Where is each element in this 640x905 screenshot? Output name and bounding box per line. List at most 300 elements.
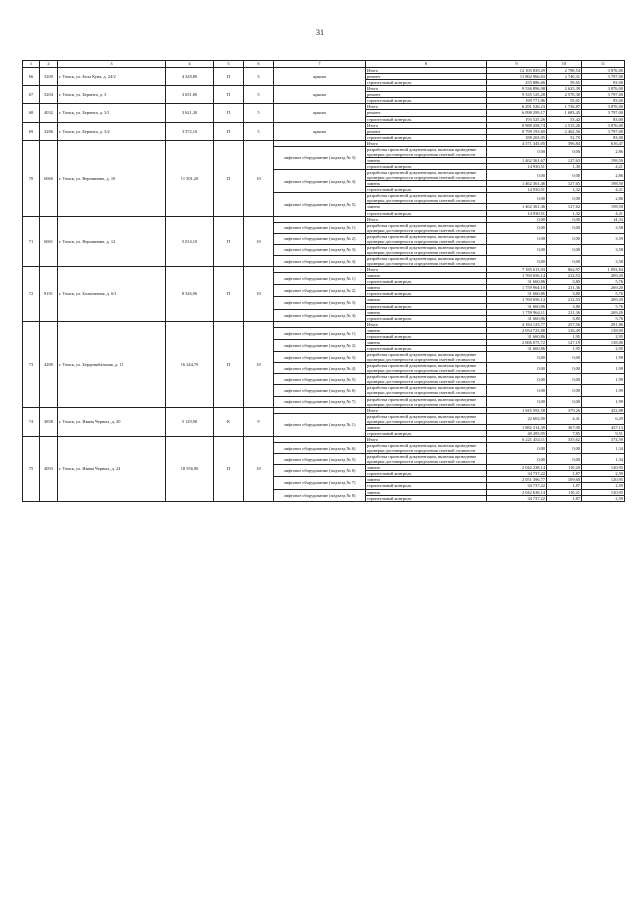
cost-per-m2: 1,32 bbox=[547, 210, 582, 216]
wall-type: П bbox=[214, 104, 244, 122]
cost-per-m2: 2 798,54 bbox=[547, 68, 582, 74]
cost-total: 188 265,05 bbox=[487, 134, 547, 140]
cost-limit: 138,00 bbox=[582, 339, 625, 345]
cost-total: 0,00 bbox=[487, 170, 547, 181]
floors: 5 bbox=[244, 68, 274, 86]
work-element: лифтовое оборудование (подъезд № 3) bbox=[274, 352, 366, 363]
cost-item: замена bbox=[366, 489, 487, 495]
cost-limit: 3,58 bbox=[582, 256, 625, 267]
wall-type: П bbox=[214, 122, 244, 140]
wall-type: П bbox=[214, 86, 244, 104]
row-number: 67 bbox=[23, 86, 40, 104]
cost-item: Итого bbox=[366, 407, 487, 413]
cost-total: 11 862 966,63 bbox=[487, 74, 547, 80]
cost-total: 31 660,86 bbox=[487, 345, 547, 351]
cost-total: 1 462 361,67 bbox=[487, 157, 547, 163]
cost-limit: 3 797,00 bbox=[582, 128, 625, 134]
cost-per-m2: 4,41 bbox=[547, 413, 582, 424]
house-address: г. Томск, ул. Больничная, д. 6/1 bbox=[58, 267, 166, 322]
cost-total: 1 769 656,14 bbox=[487, 273, 547, 279]
cost-item: разработка проектной документации, включая проведение проверки достоверности определения сметной стоимости bbox=[366, 396, 487, 407]
house-id: 3286 bbox=[40, 122, 58, 140]
cost-per-m2: 59,65 bbox=[547, 80, 582, 86]
cost-total: 1 759 964,10 bbox=[487, 285, 547, 291]
cost-per-m2: 2 625,39 bbox=[547, 86, 582, 92]
house-area: 16 244,79 bbox=[166, 321, 214, 407]
work-type: крыша bbox=[274, 86, 366, 104]
house-area: 5 014,10 bbox=[166, 216, 214, 267]
cost-total: 34 737,22 bbox=[487, 495, 547, 501]
cost-total: 0,00 bbox=[487, 222, 547, 233]
cost-item: Итого bbox=[366, 436, 487, 442]
cost-item: строительный контроль bbox=[366, 164, 487, 170]
cost-per-m2: 212,53 bbox=[547, 297, 582, 303]
cost-limit: 2,86 bbox=[582, 193, 625, 204]
cost-limit: 83,00 bbox=[582, 116, 625, 122]
cost-per-m2: 127,62 bbox=[547, 204, 582, 210]
cost-total: 1 462 361,46 bbox=[487, 204, 547, 210]
cost-total: 7 185 613,93 bbox=[487, 267, 547, 273]
work-element: лифтовое оборудование (подъезд № 6) bbox=[274, 465, 366, 477]
cost-per-m2: 1 683,45 bbox=[547, 110, 582, 116]
cost-total: 1 882 314,39 bbox=[487, 424, 547, 430]
cost-limit: 3 876,00 bbox=[582, 122, 625, 128]
cost-item: Итого bbox=[366, 140, 487, 146]
cost-per-m2: 211,36 bbox=[547, 309, 582, 315]
cost-item: замена bbox=[366, 327, 487, 333]
wall-type: П bbox=[214, 436, 244, 501]
floors: 5 bbox=[244, 122, 274, 140]
cost-limit: 198,50 bbox=[582, 204, 625, 210]
cost-per-m2: 367,00 bbox=[547, 424, 582, 430]
cost-per-m2: 0,00 bbox=[547, 146, 582, 157]
cost-item: Итого bbox=[366, 216, 487, 222]
table-body bbox=[23, 61, 625, 502]
cost-per-m2: 2 570,38 bbox=[547, 92, 582, 98]
cost-per-m2: 862,97 bbox=[547, 267, 582, 273]
cost-total: 14 930,51 bbox=[487, 164, 547, 170]
table-row bbox=[23, 122, 625, 128]
col-header: 9 bbox=[487, 61, 547, 68]
cost-item: ремонт bbox=[366, 92, 487, 98]
cost-item: строительный контроль bbox=[366, 471, 487, 477]
house-area: 3 572,10 bbox=[166, 122, 214, 140]
cost-item: строительный контроль bbox=[366, 187, 487, 193]
cost-item: строительный контроль bbox=[366, 80, 487, 86]
cost-limit: 3 797,00 bbox=[582, 92, 625, 98]
cost-total: 8 799 193,69 bbox=[487, 128, 547, 134]
cost-item: строительный контроль bbox=[366, 98, 487, 104]
row-number: 75 bbox=[23, 436, 40, 501]
house-id: 8191 bbox=[40, 267, 58, 322]
cost-limit: 452,88 bbox=[582, 407, 625, 413]
work-element: лифтовое оборудование (подъезд № 4) bbox=[274, 309, 366, 321]
cost-per-m2: 127,19 bbox=[547, 339, 582, 345]
cost-item: замена bbox=[366, 273, 487, 279]
capital-repair-table bbox=[22, 60, 625, 502]
cost-per-m2: 1,87 bbox=[547, 483, 582, 489]
cost-per-m2: 1,87 bbox=[547, 471, 582, 477]
cost-total: 0,00 bbox=[487, 352, 547, 363]
wall-type: П bbox=[214, 68, 244, 86]
cost-item: строительный контроль bbox=[366, 345, 487, 351]
cost-limit: 2,59 bbox=[582, 495, 625, 501]
cost-limit: 5,76 bbox=[582, 315, 625, 321]
cost-limit: 3 876,00 bbox=[582, 86, 625, 92]
cost-per-m2: 0,00 bbox=[547, 352, 582, 363]
work-element: лифтовое оборудование (подъезд № 1) bbox=[274, 327, 366, 339]
house-address: г. Томск, ул. Ивана Черных, д. 24 bbox=[58, 436, 166, 501]
cost-per-m2: 109,60 bbox=[547, 477, 582, 483]
cost-total: 14 930,51 bbox=[487, 187, 547, 193]
cost-total: 0,00 bbox=[487, 146, 547, 157]
work-element: лифтовое оборудование (подъезд № 4) bbox=[274, 256, 366, 267]
cost-per-m2: 3,80 bbox=[547, 315, 582, 321]
house-address: г. Томск, ул. Вершинина, д. 12 bbox=[58, 216, 166, 267]
page-number: 31 bbox=[316, 28, 324, 37]
cost-per-m2: 3,80 bbox=[547, 291, 582, 297]
cost-limit: 269,20 bbox=[582, 309, 625, 315]
cost-limit: 3 797,00 bbox=[582, 74, 625, 80]
cost-total: 22 602,00 bbox=[487, 413, 547, 424]
cost-per-m2: 1,95 bbox=[547, 345, 582, 351]
cost-item: Итого bbox=[366, 122, 487, 128]
cost-limit: 269,20 bbox=[582, 273, 625, 279]
cost-limit: 3 876,00 bbox=[582, 104, 625, 110]
cost-item: разработка проектной документации, включая проведение проверки достоверности определения сметной стоимости bbox=[366, 170, 487, 181]
work-element: лифтовое оборудование (подъезд № 1) bbox=[274, 273, 366, 285]
work-type: крыша bbox=[274, 68, 366, 86]
cost-item: строительный контроль bbox=[366, 430, 487, 436]
cost-per-m2: 0,00 bbox=[547, 216, 582, 222]
cost-item: строительный контроль bbox=[366, 116, 487, 122]
cost-limit: 2,59 bbox=[582, 483, 625, 489]
cost-per-m2: 0,00 bbox=[547, 256, 582, 267]
house-id: 4032 bbox=[40, 104, 58, 122]
work-element: лифтовое оборудование (подъезд № 6) bbox=[274, 443, 366, 454]
house-id: 4280 bbox=[40, 321, 58, 407]
floors: 10 bbox=[244, 140, 274, 216]
cost-per-m2: 1,32 bbox=[547, 187, 582, 193]
cost-limit: 4,21 bbox=[582, 210, 625, 216]
cost-per-m2: 1,95 bbox=[547, 333, 582, 339]
cost-limit: 2,95 bbox=[582, 333, 625, 339]
cost-item: Итого bbox=[366, 68, 487, 74]
cost-per-m2: 2 515,26 bbox=[547, 122, 582, 128]
cost-total: 0,00 bbox=[487, 193, 547, 204]
cost-total: 9 536 896,98 bbox=[487, 86, 547, 92]
cost-per-m2: 7,85 bbox=[547, 430, 582, 436]
cost-per-m2: 3,80 bbox=[547, 279, 582, 285]
house-area: 4 328,80 bbox=[166, 68, 214, 86]
house-address: г. Томск, ул. Беринга, д. 3/2 bbox=[58, 122, 166, 140]
cost-per-m2: 2 462,56 bbox=[547, 128, 582, 134]
cost-limit: 1,99 bbox=[582, 396, 625, 407]
cost-per-m2: 1,87 bbox=[547, 495, 582, 501]
cost-total: 0,00 bbox=[487, 256, 547, 267]
house-area: 8 326,96 bbox=[166, 267, 214, 322]
work-element: лифтовое оборудование (подъезд № 1) bbox=[274, 222, 366, 233]
cost-limit: 4,21 bbox=[582, 187, 625, 193]
cost-limit: 2,86 bbox=[582, 146, 625, 157]
house-address: г. Томск, ул. Вершинина, д. 10 bbox=[58, 140, 166, 216]
row-number: 66 bbox=[23, 68, 40, 86]
cost-per-m2: 2 740,31 bbox=[547, 74, 582, 80]
cost-limit: 1,34 bbox=[582, 443, 625, 454]
work-element: лифтовое оборудование (подъезд № 7) bbox=[274, 396, 366, 407]
cost-item: разработка проектной документации, включая проведение проверки достоверности определения сметной стоимости bbox=[366, 244, 487, 255]
house-id: 4858 bbox=[40, 407, 58, 436]
cost-item: ремонт bbox=[366, 128, 487, 134]
cost-limit: 3 876,00 bbox=[582, 68, 625, 74]
cost-per-m2: 110,21 bbox=[547, 489, 582, 495]
floors: 10 bbox=[244, 216, 274, 267]
floors: 9 bbox=[244, 407, 274, 436]
cost-item: замена bbox=[366, 297, 487, 303]
cost-item: замена bbox=[366, 465, 487, 471]
cost-per-m2: 0,00 bbox=[547, 443, 582, 454]
table-row bbox=[23, 68, 625, 74]
col-header: 5 bbox=[214, 61, 244, 68]
cost-per-m2: 0,00 bbox=[547, 363, 582, 374]
cost-per-m2: 0,00 bbox=[547, 374, 582, 385]
cost-limit: 1,99 bbox=[582, 374, 625, 385]
house-address: г. Томск, ул. Бердникбальная, д. 11 bbox=[58, 321, 166, 407]
cost-per-m2: 0,00 bbox=[547, 233, 582, 244]
cost-total: 199 771,86 bbox=[487, 98, 547, 104]
col-header: 8 bbox=[366, 61, 487, 68]
cost-limit: 437,13 bbox=[582, 424, 625, 430]
cost-per-m2: 127,65 bbox=[547, 181, 582, 187]
cost-per-m2: 0,00 bbox=[547, 454, 582, 465]
cost-item: разработка проектной документации, включая проведение проверки достоверности определения сметной стоимости bbox=[366, 352, 487, 363]
cost-per-m2: 0,00 bbox=[547, 244, 582, 255]
house-area: 3 651,80 bbox=[166, 86, 214, 104]
cost-item: строительный контроль bbox=[366, 315, 487, 321]
cost-item: замена bbox=[366, 477, 487, 483]
row-number: 73 bbox=[23, 321, 40, 407]
cost-total: 1 462 361,46 bbox=[487, 181, 547, 187]
cost-limit: 83,00 bbox=[582, 134, 625, 140]
work-type: крыша bbox=[274, 122, 366, 140]
cost-total: 1 945 593,58 bbox=[487, 407, 547, 413]
floors: 10 bbox=[244, 267, 274, 322]
cost-limit: 1,99 bbox=[582, 385, 625, 396]
col-header: 1 bbox=[23, 61, 40, 68]
cost-total: 0,00 bbox=[487, 385, 547, 396]
cost-item: строительный контроль bbox=[366, 495, 487, 501]
cost-limit: 291,86 bbox=[582, 321, 625, 327]
cost-total: 31 660,86 bbox=[487, 333, 547, 339]
cost-item: разработка проектной документации, включая проведение проверки достоверности определения сметной стоимости bbox=[366, 374, 487, 385]
table-row bbox=[23, 86, 625, 92]
cost-per-m2: 0,00 bbox=[547, 385, 582, 396]
cost-item: разработка проектной документации, включая проведение проверки достоверности определения сметной стоимости bbox=[366, 363, 487, 374]
work-element: лифтовое оборудование (подъезд № 2) bbox=[274, 339, 366, 351]
row-number: 70 bbox=[23, 140, 40, 216]
cost-total: 2 051 396,77 bbox=[487, 477, 547, 483]
cost-total: 0,00 bbox=[487, 454, 547, 465]
cost-per-m2: 52,70 bbox=[547, 134, 582, 140]
cost-item: разработка проектной документации, включая проведение проверки достоверности определения сметной стоимости bbox=[366, 385, 487, 396]
cost-item: ремонт bbox=[366, 110, 487, 116]
cost-per-m2: 212,53 bbox=[547, 273, 582, 279]
cost-limit: 2,59 bbox=[582, 471, 625, 477]
house-id: 6060 bbox=[40, 140, 58, 216]
house-id: 4093 bbox=[40, 436, 58, 501]
cost-item: строительный контроль bbox=[366, 483, 487, 489]
cost-item: замена bbox=[366, 285, 487, 291]
cost-per-m2: 0,00 bbox=[547, 170, 582, 181]
cost-total: 31 660,86 bbox=[487, 279, 547, 285]
cost-item: разработка проектной документации, включая проведение проверки достоверности определения сметной стоимости bbox=[366, 193, 487, 204]
wall-type: П bbox=[214, 216, 244, 267]
work-element: лифтовое оборудование (подъезд № 3) bbox=[274, 297, 366, 309]
cost-limit: 138,00 bbox=[582, 327, 625, 333]
cost-item: Итого bbox=[366, 321, 487, 327]
cost-item: строительный контроль bbox=[366, 279, 487, 285]
cost-item: замена bbox=[366, 424, 487, 430]
house-address: г. Томск, ул. Беринга, д. 3 bbox=[58, 86, 166, 104]
cost-total: 2 054 723,88 bbox=[487, 327, 547, 333]
house-area: 3 621,30 bbox=[166, 104, 214, 122]
cost-limit: 616,47 bbox=[582, 140, 625, 146]
cost-limit: 1,34 bbox=[582, 454, 625, 465]
cost-total: 1 759 964,11 bbox=[487, 309, 547, 315]
cost-total: 34 737,22 bbox=[487, 471, 547, 477]
cost-total: 0,00 bbox=[487, 396, 547, 407]
wall-type: П bbox=[214, 321, 244, 407]
cost-per-m2: 1,30 bbox=[547, 164, 582, 170]
cost-limit: 120,95 bbox=[582, 477, 625, 483]
cost-item: разработка проектной документации, включая проведение проверки достоверности определения сметной стоимости bbox=[366, 222, 487, 233]
row-number: 72 bbox=[23, 267, 40, 322]
row-number: 69 bbox=[23, 122, 40, 140]
col-header: 10 bbox=[547, 61, 582, 68]
cost-per-m2: 396,84 bbox=[547, 140, 582, 146]
cost-per-m2: 379,26 bbox=[547, 407, 582, 413]
cost-total: 0,00 bbox=[487, 374, 547, 385]
wall-type: К bbox=[214, 407, 244, 436]
cost-total: 0,00 bbox=[487, 233, 547, 244]
house-id: 6061 bbox=[40, 216, 58, 267]
cost-item: строительный контроль bbox=[366, 333, 487, 339]
cost-item: строительный контроль bbox=[366, 210, 487, 216]
cost-per-m2: 0,00 bbox=[547, 222, 582, 233]
col-header: 3 bbox=[58, 61, 166, 68]
cost-per-m2: 0,00 bbox=[547, 396, 582, 407]
cost-total: 2 042 638,14 bbox=[487, 489, 547, 495]
row-number: 68 bbox=[23, 104, 40, 122]
cost-per-m2: 3,80 bbox=[547, 303, 582, 309]
work-element: лифтовое оборудование (подъезд № 5) bbox=[274, 454, 366, 465]
cost-limit: 3,58 bbox=[582, 222, 625, 233]
house-address: г. Томск, ул. Беринга, д. 3/1 bbox=[58, 104, 166, 122]
work-element: лифтовое оборудование (подъезд № 3) bbox=[274, 146, 366, 169]
cost-item: замена bbox=[366, 157, 487, 163]
cost-total: 31 660,86 bbox=[487, 303, 547, 309]
cost-limit: 5,76 bbox=[582, 303, 625, 309]
work-element: лифтовое оборудование (подъезд № 4) bbox=[274, 170, 366, 193]
cost-limit: 120,95 bbox=[582, 489, 625, 495]
cost-limit: 1,99 bbox=[582, 352, 625, 363]
cost-total: 40 285,95 bbox=[487, 430, 547, 436]
cost-limit: 269,20 bbox=[582, 297, 625, 303]
cost-limit: 83,00 bbox=[582, 98, 625, 104]
cost-total: 2 066 075,72 bbox=[487, 339, 547, 345]
cost-limit: 4,21 bbox=[582, 164, 625, 170]
cost-item: разработка проектной документации, включая проведение проверки достоверности определения сметной стоимости bbox=[366, 443, 487, 454]
cost-item: разработка проектной документации, включая проведение проверки достоверности определения сметной стоимости bbox=[366, 454, 487, 465]
cost-limit: 9,51 bbox=[582, 430, 625, 436]
work-element: лифтовое оборудование (подъезд № 7) bbox=[274, 477, 366, 489]
house-id: 5200 bbox=[40, 68, 58, 86]
cost-item: Итого bbox=[366, 267, 487, 273]
row-number: 71 bbox=[23, 216, 40, 267]
cost-limit: 269,20 bbox=[582, 285, 625, 291]
floors: 5 bbox=[244, 86, 274, 104]
cost-total: 34 737,22 bbox=[487, 483, 547, 489]
col-header: 11 bbox=[582, 61, 625, 68]
cost-item: строительный контроль bbox=[366, 291, 487, 297]
cost-per-m2: 127,63 bbox=[547, 157, 582, 163]
cost-total: 0,00 bbox=[487, 244, 547, 255]
cost-total: 31 660,86 bbox=[487, 315, 547, 321]
cost-limit: 2,95 bbox=[582, 345, 625, 351]
cost-per-m2: 0,00 bbox=[547, 193, 582, 204]
column-number-row bbox=[23, 61, 625, 68]
cost-limit: 374,59 bbox=[582, 436, 625, 442]
cost-item: замена bbox=[366, 204, 487, 210]
work-element: лифтовое оборудование (подъезд № 6) bbox=[274, 385, 366, 396]
house-area: 11 501,20 bbox=[166, 140, 214, 216]
cost-item: ремонт bbox=[366, 74, 487, 80]
work-element: лифтовое оборудование (подъезд № 5) bbox=[274, 193, 366, 216]
cost-limit: 3,58 bbox=[582, 244, 625, 255]
cost-limit: 6,29 bbox=[582, 413, 625, 424]
cost-total: 255 886,66 bbox=[487, 80, 547, 86]
cost-total: 31 660,86 bbox=[487, 291, 547, 297]
col-header: 6 bbox=[244, 61, 274, 68]
work-element: лифтовое оборудование (подъезд № 5) bbox=[274, 374, 366, 385]
cost-total: 1 769 656,14 bbox=[487, 297, 547, 303]
work-type: крыша bbox=[274, 104, 366, 122]
cost-per-m2: 335,62 bbox=[547, 436, 582, 442]
cost-total: 8 988 458,74 bbox=[487, 122, 547, 128]
col-header: 4 bbox=[166, 61, 214, 68]
cost-item: замена bbox=[366, 309, 487, 315]
cost-item: замена bbox=[366, 339, 487, 345]
floors: 10 bbox=[244, 321, 274, 407]
cost-limit: 3 797,00 bbox=[582, 110, 625, 116]
col-header: 2 bbox=[40, 61, 58, 68]
cost-per-m2: 1 736,87 bbox=[547, 104, 582, 110]
cost-per-m2: 211,36 bbox=[547, 285, 582, 291]
wall-type: П bbox=[214, 140, 244, 216]
cost-limit: 5,76 bbox=[582, 279, 625, 285]
row-number: 74 bbox=[23, 407, 40, 436]
work-element: лифтовое оборудование (подъезд № 2) bbox=[274, 233, 366, 244]
cost-item: строительный контроль bbox=[366, 303, 487, 309]
work-element: лифтовое оборудование (подъезд № 4) bbox=[274, 363, 366, 374]
col-header: 7 bbox=[274, 61, 366, 68]
house-address: г. Томск, ул. Бела Куна, д. 24/2 bbox=[58, 68, 166, 86]
cost-limit: 198,50 bbox=[582, 157, 625, 163]
cost-total: 0,00 bbox=[487, 216, 547, 222]
house-id: 5204 bbox=[40, 86, 58, 104]
cost-total: 0,00 bbox=[487, 363, 547, 374]
cost-item: разработка проектной документации, включая проведение проверки достоверности определения сметной стоимости bbox=[366, 233, 487, 244]
